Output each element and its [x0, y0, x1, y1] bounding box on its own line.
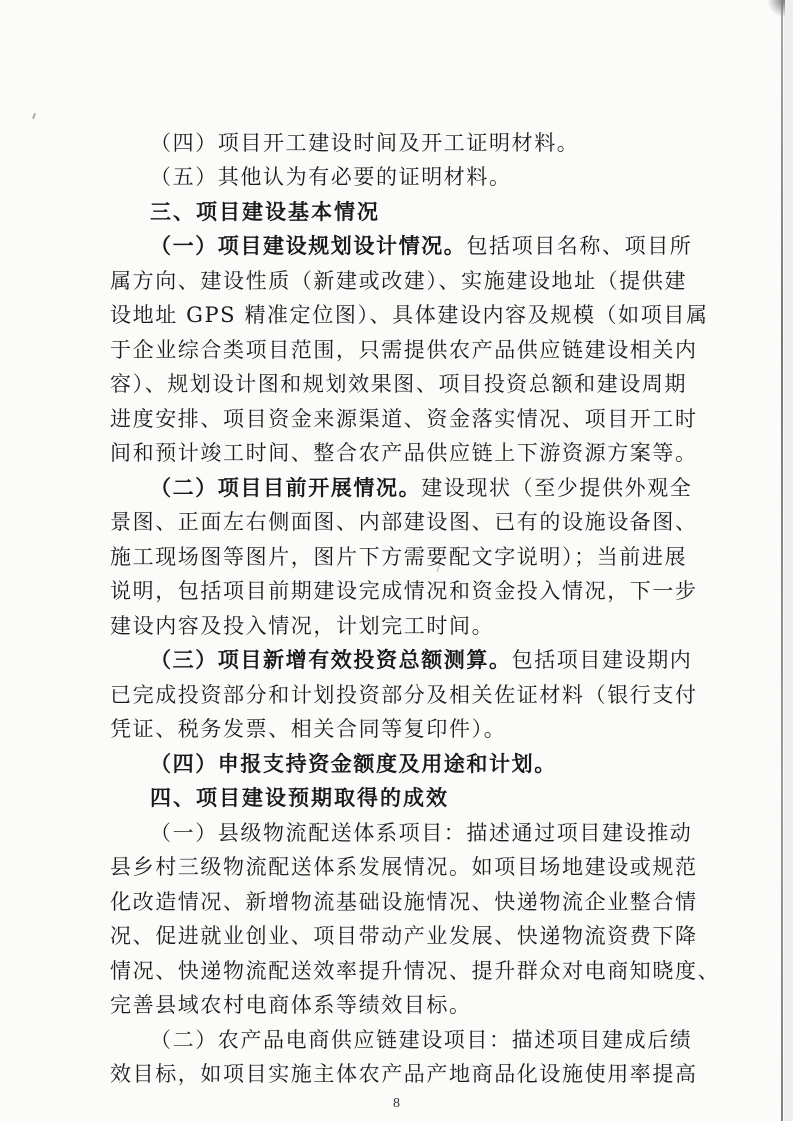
text-line: 属方向、建设性质（新建或改建）、实施建设地址（提供建 — [110, 269, 688, 293]
text-line: 效目标，如项目实施主体农产品产地商品化设施使用率提高 — [110, 1062, 698, 1086]
text-line: 施工现场图等图片，图片下方需要配文字说明）；当前进展 — [110, 545, 688, 569]
text-line: （一）县级物流配送体系项目：描述通过项目建设推动 — [150, 821, 693, 845]
text-line: 于企业综合类项目范围，只需提供农产品供应链建设相关内 — [110, 338, 698, 362]
text-line: （四）项目开工建设时间及开工证明材料。 — [150, 131, 580, 155]
section-heading: 三、项目建设基本情况 — [150, 200, 380, 224]
text-line: （二）项目目前开展情况。建设现状（至少提供外观全 — [150, 475, 693, 500]
text-line: 完善县域农村电商体系等绩效目标。 — [110, 993, 472, 1017]
text-line: （一）项目建设规划设计情况。包括项目名称、项目所 — [150, 233, 693, 258]
text-line: 说明，包括项目前期建设完成情况和资金投入情况，下一步 — [110, 579, 698, 603]
subsection-heading: （二）项目目前开展情况。 — [150, 475, 422, 500]
text-line: 况、促进就业创业、项目带动产业发展、快递物流资费下降 — [110, 924, 698, 948]
text-line: 县乡村三级物流配送体系发展情况。如项目场地建设或规范 — [110, 855, 698, 879]
scan-edge — [784, 0, 793, 1121]
text-line: （三）项目新增有效投资总额测算。包括项目建设期内 — [150, 647, 693, 672]
text-line: 间和预计竣工时间、整合农产品供应链上下游资源方案等。 — [110, 441, 698, 465]
text-line: 已完成投资部分和计划投资部分及相关佐证材料（银行支付 — [110, 683, 698, 707]
text-line: 容）、规划设计图和规划效果图、项目投资总额和建设周期 — [110, 372, 688, 396]
text-line: 化改造情况、新增物流基础设施情况、快递物流企业整合情 — [110, 890, 698, 914]
scan-speck — [32, 113, 36, 119]
text-line: 设地址 GPS 精准定位图）、具体建设内容及规模（如项目属 — [110, 303, 709, 327]
text-line: 建设内容及投入情况，计划完工时间。 — [110, 614, 495, 638]
text-line: （二）农产品电商供应链建设项目：描述项目建成后绩 — [150, 1028, 693, 1052]
text-line: 情况、快递物流配送效率提升情况、提升群众对电商知晓度、 — [110, 959, 721, 983]
text-line: （五）其他认为有必要的证明材料。 — [150, 165, 512, 189]
subsection-heading: （三）项目新增有效投资总额测算。 — [150, 647, 512, 672]
text-line — [150, 747, 690, 781]
subsection-heading: （四）申报支持资金额度及用途和计划。 — [150, 751, 557, 776]
page-number: 8 — [393, 1096, 400, 1111]
subsection-heading: （一）项目建设规划设计情况。 — [150, 233, 467, 258]
scan-edge-line — [781, 0, 783, 1121]
scan-corner-shadow — [767, 0, 785, 18]
text-line: 景图、正面左右侧面图、内部建设图、已有的设施设备图、 — [110, 510, 698, 534]
text-line: 进度安排、项目资金来源渠道、资金落实情况、项目开工时 — [110, 407, 698, 431]
text-line: 凭证、税务发票、相关合同等复印件）。 — [110, 717, 507, 741]
section-heading: 四、项目建设预期取得的成效 — [150, 786, 449, 810]
